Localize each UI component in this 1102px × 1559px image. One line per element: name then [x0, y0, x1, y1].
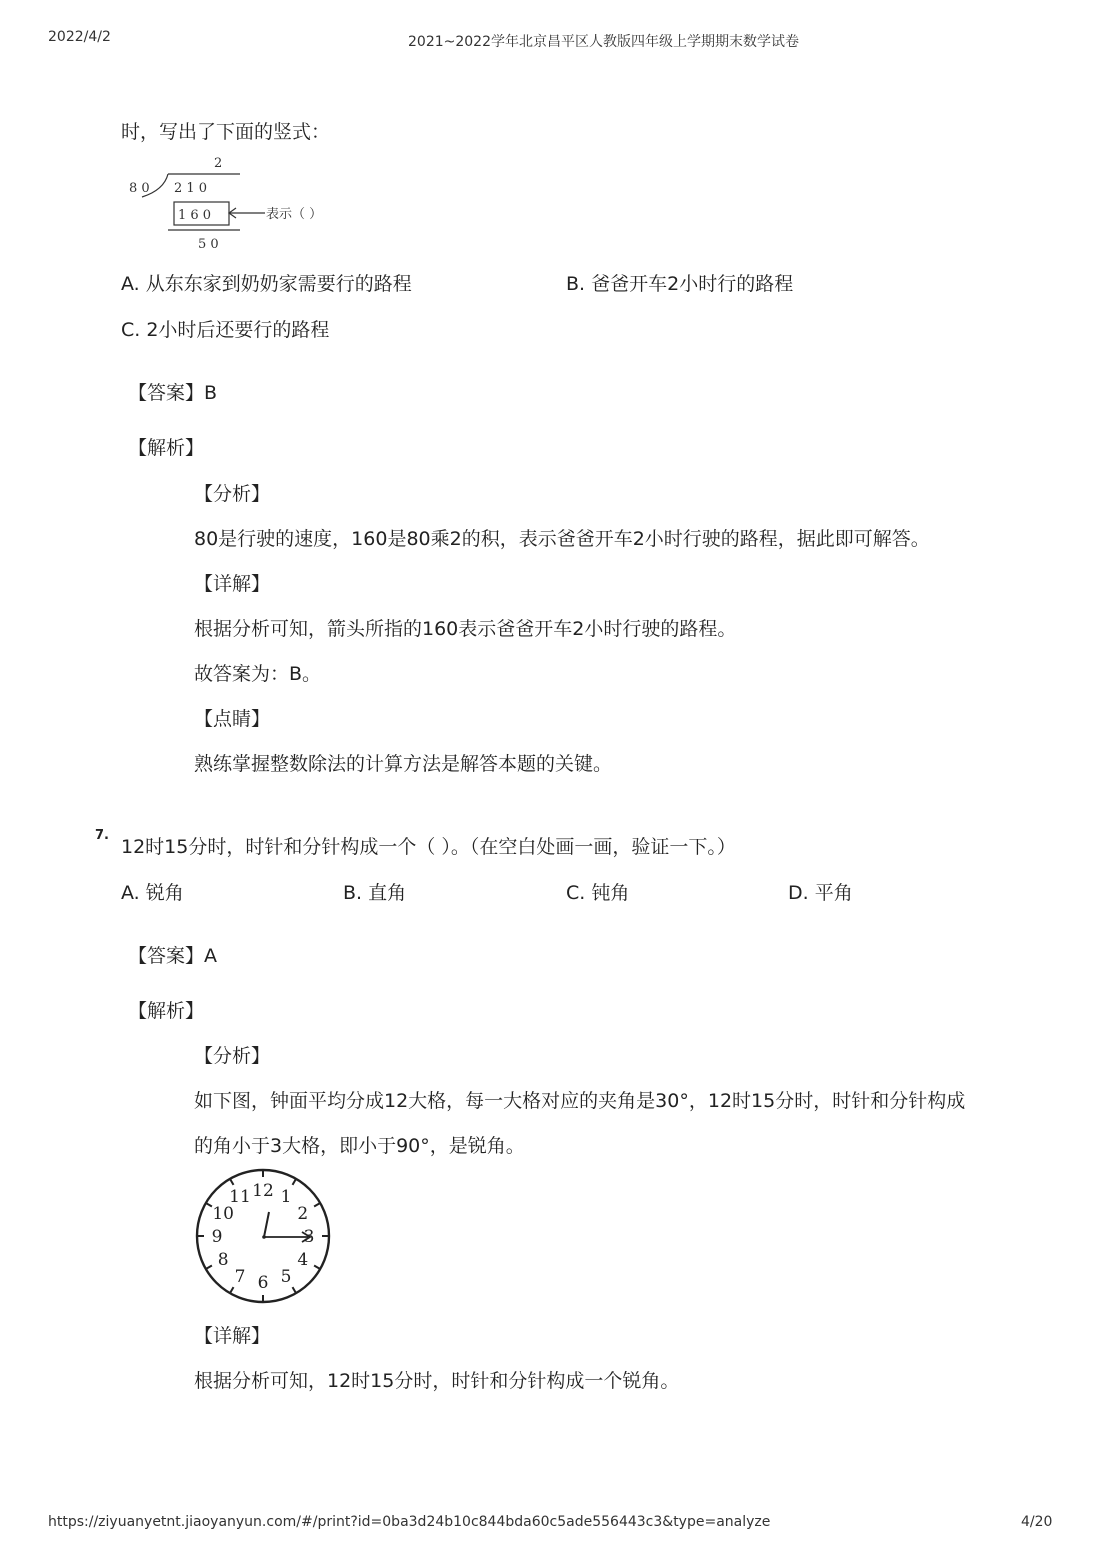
- clock-number: 7: [234, 1266, 246, 1287]
- q6-answer: [128, 378, 217, 405]
- q7-answer: [128, 941, 217, 968]
- clock-number: 6: [257, 1273, 269, 1293]
- q7-fenxi-label: 【分析】: [194, 1045, 271, 1067]
- clock-tick: [314, 1203, 320, 1207]
- clock-tick: [293, 1179, 297, 1185]
- q6-fenxi-label: 【分析】: [194, 483, 271, 505]
- q7-number: 7.: [95, 828, 109, 843]
- q7-answer-value: A: [204, 945, 218, 967]
- clock-number: 3: [303, 1227, 315, 1247]
- document-title: 2021~2022学年北京昌平区人教版四年级上学期期末数学试卷: [408, 34, 799, 50]
- clock-number: 5: [280, 1266, 292, 1287]
- long-division-figure: [120, 150, 350, 255]
- division-product: 1 6 0: [178, 208, 212, 223]
- q7-option-a[interactable]: A. 锐角: [121, 882, 184, 904]
- q7-xiangjie-label: 【详解】: [194, 1325, 271, 1347]
- division-dividend: 2 1 0: [174, 181, 208, 196]
- q6-dianjing-text: 熟练掌握整数除法的计算方法是解答本题的关键。: [194, 753, 613, 775]
- clock-number: 2: [297, 1204, 309, 1224]
- clock-number: 10: [212, 1204, 234, 1224]
- q7-option-c[interactable]: C. 钝角: [566, 882, 630, 904]
- q6-xiangjie-label: 【详解】: [194, 573, 271, 595]
- clock-tick: [293, 1287, 297, 1293]
- q7-analysis-label: 【解析】: [128, 1000, 205, 1022]
- q7-fenxi-text-1: 如下图，钟面平均分成12大格，每一大格对应的夹角是30°，12时15分时，时针和分针构成: [194, 1090, 966, 1112]
- q6-analysis-label: 【解析】: [128, 437, 205, 459]
- q7-stem: 12时15分时，时针和分针构成一个（ ）。（在空白处画一画，验证一下。）: [121, 836, 736, 858]
- clock-number: 8: [217, 1250, 229, 1270]
- q7-answer-label: 【答案】: [128, 945, 205, 967]
- q6-option-c[interactable]: C. 2小时后还要行的路程: [121, 319, 330, 341]
- division-quotient: 2: [214, 156, 223, 171]
- clock-number: 11: [229, 1187, 251, 1208]
- hour-hand: [264, 1212, 269, 1237]
- q7-xiangjie-text: 根据分析可知，12时15分时，时针和分针构成一个锐角。: [194, 1370, 680, 1392]
- clock-tick: [230, 1287, 234, 1293]
- clock-number: 12: [252, 1181, 274, 1201]
- q6-xiangjie-text-2: 故答案为：B。: [194, 663, 322, 685]
- print-date: 2022/4/2: [48, 29, 111, 45]
- page-number: 4/20: [1021, 1514, 1053, 1530]
- q7-fenxi-text-2: 的角小于3大格，即小于90°，是锐角。: [194, 1135, 525, 1157]
- clock-tick: [206, 1266, 212, 1270]
- q6-option-b[interactable]: B. 爸爸开车2小时行的路程: [566, 273, 794, 295]
- arrow-label: 表示（ ）: [266, 207, 323, 222]
- division-divisor: 8 0: [129, 181, 150, 196]
- clock-tick: [314, 1266, 320, 1270]
- q7-option-b[interactable]: B. 直角: [343, 882, 407, 904]
- q6-answer-label: 【答案】: [128, 382, 205, 404]
- division-remainder: 5 0: [198, 237, 219, 252]
- q6-dianjing-label: 【点睛】: [194, 708, 271, 730]
- q6-option-a[interactable]: A. 从东东家到奶奶家需要行的路程: [121, 273, 412, 295]
- q6-xiangjie-text-1: 根据分析可知，箭头所指的160表示爸爸开车2小时行驶的路程。: [194, 618, 737, 640]
- q6-answer-value: B: [204, 382, 218, 404]
- q6-fenxi-text: 80是行驶的速度，160是80乘2的积，表示爸爸开车2小时行驶的路程，据此即可解答。: [194, 528, 930, 550]
- clock-number: 4: [297, 1250, 309, 1270]
- q6-intro: 时，写出了下面的竖式：: [121, 121, 331, 143]
- clock-tick: [230, 1179, 234, 1185]
- clock-tick: [206, 1203, 212, 1207]
- clock-center: [262, 1235, 266, 1239]
- q7-option-d[interactable]: D. 平角: [788, 882, 853, 904]
- clock-number: 1: [280, 1187, 292, 1208]
- page-url[interactable]: https://ziyuanyetnt.jiaoyanyun.com/#/print?id=0ba3d24b10c844bda60c5ade556443c3&type=analyze: [48, 1514, 771, 1530]
- clock-number: 9: [211, 1227, 223, 1247]
- clock-figure: [190, 1166, 340, 1308]
